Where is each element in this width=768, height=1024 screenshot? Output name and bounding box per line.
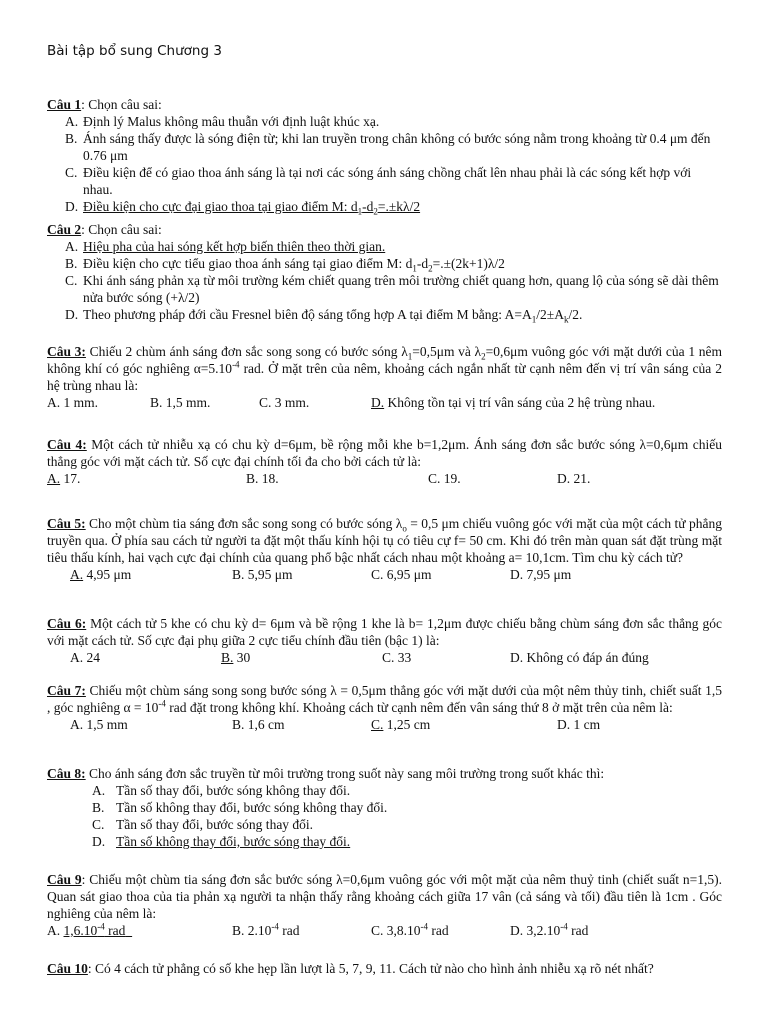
question-label: Câu 7: bbox=[47, 683, 86, 698]
question-9 bbox=[47, 871, 722, 939]
option-letter: A. bbox=[65, 114, 79, 129]
question-3 bbox=[47, 343, 722, 411]
option-text: Điều kiện cho cực tiểu giao thoa ánh sáng tại giao điểm M: $d_1-d_2=.\pm(2k+1)\lambda/2$ bbox=[83, 256, 505, 274]
question-1-stem bbox=[47, 96, 722, 113]
option-text: Ánh sáng thấy được là sóng điện từ; khi lan truyền trong chân không có bước sóng nằm trong khoảng từ 0.4 μm đến 0.76 μm bbox=[83, 131, 711, 163]
option-b: B. 18. bbox=[246, 471, 279, 486]
question-5 bbox=[47, 515, 722, 583]
option-b: B. $2.10^{-4}$ rad bbox=[232, 921, 300, 938]
option-a: A. 4,95 μm bbox=[70, 567, 132, 582]
option-text: Khi ánh sáng phản xạ từ môi trường kém chiết quang trên môi trường chiết quang hơn, quang lộ của sóng sẽ dài thêm nửa bước sóng (+λ/2) bbox=[83, 273, 719, 305]
option-b: B. Tần số không thay đổi, bước sóng không thay đổi. bbox=[92, 800, 388, 815]
option-letter: D. bbox=[65, 307, 79, 322]
question-10 bbox=[47, 960, 722, 977]
option-c: C. 3 mm. bbox=[259, 395, 310, 410]
option-b: B. 1,6 cm bbox=[232, 717, 285, 732]
question-label: Câu 6: bbox=[47, 616, 87, 631]
question-label: Câu 1 bbox=[47, 97, 82, 112]
option-c: C. 19. bbox=[428, 471, 461, 486]
question-1 bbox=[47, 96, 722, 215]
question-prompt: : Chọn câu sai: bbox=[81, 222, 162, 237]
option-d bbox=[65, 306, 722, 323]
question-label: Câu 8: bbox=[47, 766, 86, 781]
question-10-stem: Câu 10: Có 4 cách tử phẳng có số khe hẹp lần lượt là 5, 7, 9, 11. Cách tử nào cho hình ảnh nhiễu xạ rõ nét nhất? bbox=[47, 961, 654, 976]
question-2-stem bbox=[47, 221, 722, 238]
option-b: B. 30 bbox=[221, 650, 251, 665]
option-a bbox=[65, 238, 722, 255]
options-row bbox=[47, 566, 722, 583]
question-label: Câu 5: bbox=[47, 516, 86, 531]
option-d: D. Không tồn tại vị trí vân sáng của 2 hệ trùng nhau. bbox=[371, 395, 656, 410]
option-text: Theo phương pháp đới cầu Fresnel biên độ sáng tổng hợp A tại điểm M bằng: $A=A_1/2\pm A_k/2$. bbox=[83, 307, 583, 325]
option-b: B. 5,95 μm bbox=[232, 567, 293, 582]
question-label: Câu 3: bbox=[47, 344, 86, 359]
options-row bbox=[47, 394, 722, 411]
question-4-stem: Câu 4: Một cách tử nhiễu xạ có chu kỳ d=6μm, bề rộng mỗi khe b=1,2μm. Ánh sáng đơn sắc bước sóng λ=0,6μm chiếu thẳng góc với mặt cách tử. Số cực đại chính tối đa cho bởi cách tử là: bbox=[47, 437, 722, 469]
option-c: C. 1,25 cm bbox=[371, 717, 431, 732]
option-c: C. 33 bbox=[382, 650, 412, 665]
option-b: B. 1,5 mm. bbox=[150, 395, 211, 410]
option-a: A. 17. bbox=[47, 471, 81, 486]
option-letter: B. bbox=[65, 256, 78, 271]
question-label: Câu 9 bbox=[47, 872, 82, 887]
question-6 bbox=[47, 615, 722, 666]
option-a bbox=[65, 113, 722, 130]
option-a: A. 1,5 mm bbox=[70, 717, 128, 732]
question-label: Câu 4: bbox=[47, 437, 87, 452]
option-d: D. Tần số không thay đổi, bước sóng thay đổi. bbox=[92, 834, 351, 849]
option-text: Điều kiện cho cực đại giao thoa tại giao điểm M: $d_1-d_2=.\pm k\lambda/2$ bbox=[83, 199, 421, 217]
option-b bbox=[65, 255, 722, 272]
option-text: Điều kiện để có giao thoa ánh sáng là tại nơi các sóng ánh sáng chồng chất lên nhau phải là các sóng kết hợp với nhau. bbox=[83, 165, 692, 197]
question-prompt: : Chọn câu sai: bbox=[81, 97, 162, 112]
option-d: D. 1 cm bbox=[557, 717, 601, 732]
option-d: D. 7,95 μm bbox=[510, 567, 572, 582]
question-label: Câu 2 bbox=[47, 222, 82, 237]
option-c bbox=[65, 272, 722, 306]
question-3-stem: Câu 3: Chiếu 2 chùm ánh sáng đơn sắc song song có bước sóng $\lambda_1=0,5\mu m$ và $\lambda_2=0,6\mu m$ vuông góc với mặt dưới của 1 nêm không khí có góc nghiêng $\alpha=5.10^{-4}$ rad. Ở mặt trên của nêm, khoảng cách ngắn nhất từ cạnh nêm đến vị trí vân sáng của 2 hệ trùng nhau là: bbox=[47, 344, 723, 393]
option-b bbox=[65, 130, 722, 164]
option-d bbox=[65, 198, 722, 215]
option-letter: D. bbox=[65, 199, 79, 214]
question-label: Câu 10 bbox=[47, 961, 88, 976]
option-d: D. $3,2.10^{-4}$ rad bbox=[510, 921, 589, 938]
option-text: Hiệu pha của hai sóng kết hợp biến thiên theo thời gian. bbox=[83, 239, 386, 254]
option-d: D. Không có đáp án đúng bbox=[510, 650, 649, 665]
option-letter: C. bbox=[65, 165, 78, 180]
question-8-stem: Câu 8: Cho ánh sáng đơn sắc truyền từ môi trường trong suốt này sang môi trường trong suốt khác thì: bbox=[47, 766, 605, 781]
question-7-stem: Câu 7: Chiếu một chùm sáng song song bước sóng λ = 0,5μm thẳng góc với mặt dưới của một nêm thủy tinh, chiết suất 1,5 , góc nghiêng $\alpha = 10^{-4}$ rad đặt trong không khí. Khoảng cách từ cạnh nêm đến vân sáng thứ 8 ở mặt trên của nêm là: bbox=[47, 683, 722, 715]
option-letter: A. bbox=[65, 239, 79, 254]
option-a: A. $1,6.10^{-4}$ rad bbox=[47, 921, 126, 938]
options-row bbox=[47, 716, 722, 733]
option-text: Định lý Malus không mâu thuẫn với định luật khúc xạ. bbox=[83, 114, 380, 129]
question-5-stem: Câu 5: Cho một chùm tia sáng đơn sắc song song có bước sóng $\lambda_o = 0,5$ μm chiếu vuông góc với mặt của một cách tử phẳng truyền qua. Ở phía sau cách tử người ta đặt một thấu kính hội tụ có tiêu cự f= 50 cm. Khi đó trên màn quan sát đặt trùng mặt tiêu thấu kính, hai vạch cực đại chính của quang phổ bậc nhất cách nhau một khoảng a= 10,1cm. Tìm chu kỳ cách tử? bbox=[47, 516, 722, 565]
option-c: C. $3,8.10^{-4}$ rad bbox=[371, 921, 449, 938]
options-row bbox=[47, 470, 722, 487]
option-c: C. 6,95 μm bbox=[371, 567, 432, 582]
question-2 bbox=[47, 221, 722, 323]
question-8 bbox=[47, 765, 722, 850]
option-c bbox=[65, 164, 722, 198]
option-a: A. Tần số thay đổi, bước sóng không thay đổi. bbox=[92, 783, 351, 798]
option-d: D. 21. bbox=[557, 471, 591, 486]
option-c: C. Tần số thay đổi, bước sóng thay đổi. bbox=[92, 817, 314, 832]
option-a: A. 1 mm. bbox=[47, 395, 99, 410]
page-title: Bài tập bổ sung Chương 3 bbox=[47, 43, 222, 59]
option-letter: C. bbox=[65, 273, 78, 288]
options-row bbox=[47, 922, 722, 939]
question-7 bbox=[47, 682, 722, 733]
question-9-stem: Câu 9: Chiếu một chùm tia sáng đơn sắc bước sóng λ=0,6μm vuông góc với một mặt của nêm thuỷ tinh (chiết suất n=1,5). Quan sát giao thoa của tia phản xạ người ta nhận thấy rằng khoảng cách giữa 17 vân (cả sáng và tối) đầu tiên là 1cm . Góc nghiêng của nêm là: bbox=[47, 872, 722, 921]
question-4 bbox=[47, 436, 722, 487]
option-a: A. 24 bbox=[70, 650, 100, 665]
options-row bbox=[47, 649, 722, 666]
question-6-stem: Câu 6: Một cách tử 5 khe có chu kỳ d= 6μm và bề rộng 1 khe là b= 1,2μm được chiếu bằng chùm sáng đơn sắc thẳng góc với mặt cách tử. Số cực đại phụ giữa 2 cực tiểu chính đầu tiên (bậc 1) là: bbox=[47, 616, 722, 648]
option-letter: B. bbox=[65, 131, 78, 146]
